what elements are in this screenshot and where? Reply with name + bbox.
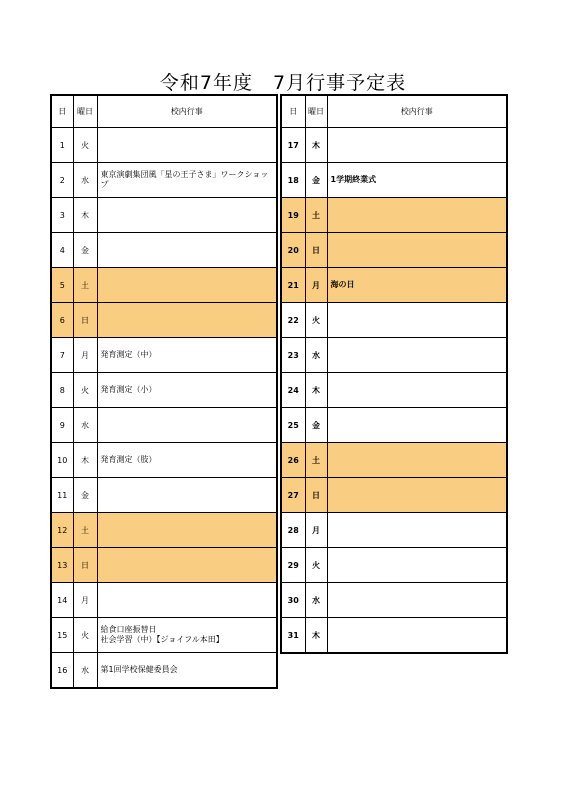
event-cell	[327, 128, 507, 163]
day-cell: 6	[51, 303, 73, 338]
event-cell: 1学期終業式	[327, 163, 507, 198]
event-cell	[327, 513, 507, 548]
day-cell: 24	[281, 373, 305, 408]
day-cell: 18	[281, 163, 305, 198]
weekday-cell: 月	[305, 268, 327, 303]
day-cell: 25	[281, 408, 305, 443]
weekday-cell: 木	[73, 443, 97, 478]
event-cell: 海の日	[327, 268, 507, 303]
event-cell	[97, 268, 277, 303]
event-cell	[97, 583, 277, 618]
calendar-row	[281, 233, 507, 268]
calendar-row	[51, 513, 277, 548]
calendar-row	[281, 408, 507, 443]
event-cell	[327, 233, 507, 268]
event-cell	[97, 303, 277, 338]
weekday-cell: 日	[305, 233, 327, 268]
header-day: 日	[281, 95, 305, 128]
day-cell: 15	[51, 618, 73, 653]
calendar-row	[51, 478, 277, 513]
day-cell: 16	[51, 653, 73, 689]
calendar-row	[51, 408, 277, 443]
day-cell: 21	[281, 268, 305, 303]
calendar-row	[51, 548, 277, 583]
calendar-row	[51, 268, 277, 303]
header-weekday: 曜日	[305, 95, 327, 128]
event-cell	[97, 513, 277, 548]
weekday-cell: 日	[305, 478, 327, 513]
calendar-row	[281, 583, 507, 618]
header-events: 校内行事	[97, 95, 277, 128]
calendar-row	[51, 338, 277, 373]
day-cell: 17	[281, 128, 305, 163]
weekday-cell: 土	[305, 198, 327, 233]
weekday-cell: 土	[73, 513, 97, 548]
calendar-row	[51, 443, 277, 478]
weekday-cell: 火	[305, 303, 327, 338]
day-cell: 3	[51, 198, 73, 233]
event-cell	[97, 233, 277, 268]
event-cell	[327, 373, 507, 408]
weekday-cell: 日	[73, 548, 97, 583]
day-cell: 29	[281, 548, 305, 583]
header-day: 日	[51, 95, 73, 128]
weekday-cell: 金	[73, 233, 97, 268]
weekday-cell: 日	[73, 303, 97, 338]
weekday-cell: 木	[305, 128, 327, 163]
event-cell	[97, 548, 277, 583]
calendar-table-left	[50, 94, 278, 689]
day-cell: 7	[51, 338, 73, 373]
calendar-row	[51, 198, 277, 233]
event-cell: 発育測定（中）	[97, 338, 277, 373]
day-cell: 28	[281, 513, 305, 548]
event-cell: 発育測定（肢）	[97, 443, 277, 478]
day-cell: 30	[281, 583, 305, 618]
calendar-row	[281, 548, 507, 583]
day-cell: 22	[281, 303, 305, 338]
header-weekday: 曜日	[73, 95, 97, 128]
day-cell: 13	[51, 548, 73, 583]
day-cell: 1	[51, 128, 73, 163]
weekday-cell: 月	[73, 338, 97, 373]
day-cell: 11	[51, 478, 73, 513]
weekday-cell: 金	[73, 478, 97, 513]
calendar-row	[51, 163, 277, 198]
weekday-cell: 水	[305, 338, 327, 373]
weekday-cell: 火	[73, 618, 97, 653]
event-cell	[97, 408, 277, 443]
weekday-cell: 水	[305, 583, 327, 618]
day-cell: 31	[281, 618, 305, 654]
weekday-cell: 水	[73, 408, 97, 443]
calendar-row	[281, 303, 507, 338]
weekday-cell: 木	[73, 198, 97, 233]
weekday-cell: 火	[73, 128, 97, 163]
calendar-row	[281, 268, 507, 303]
calendar-row	[51, 653, 277, 689]
calendar-row	[51, 618, 277, 653]
day-cell: 10	[51, 443, 73, 478]
calendar-row	[281, 373, 507, 408]
day-cell: 5	[51, 268, 73, 303]
day-cell: 19	[281, 198, 305, 233]
calendar-row	[51, 373, 277, 408]
calendar-row	[281, 338, 507, 373]
day-cell: 20	[281, 233, 305, 268]
header-events: 校内行事	[327, 95, 507, 128]
calendar-row	[51, 303, 277, 338]
day-cell: 27	[281, 478, 305, 513]
event-cell	[327, 443, 507, 478]
event-cell: 第1回学校保健委員会	[97, 653, 277, 689]
calendar-row	[51, 583, 277, 618]
calendar-row	[51, 128, 277, 163]
weekday-cell: 土	[305, 443, 327, 478]
weekday-cell: 木	[305, 618, 327, 654]
header-row	[281, 95, 507, 128]
day-cell: 9	[51, 408, 73, 443]
weekday-cell: 月	[73, 583, 97, 618]
event-cell	[97, 128, 277, 163]
day-cell: 2	[51, 163, 73, 198]
event-cell	[327, 303, 507, 338]
event-cell	[97, 478, 277, 513]
weekday-cell: 水	[73, 163, 97, 198]
event-cell	[327, 548, 507, 583]
event-cell	[97, 198, 277, 233]
day-cell: 8	[51, 373, 73, 408]
calendar-row	[281, 128, 507, 163]
event-cell	[327, 583, 507, 618]
calendar-row	[281, 443, 507, 478]
event-cell: 給食口座振替日 社会学習（中）【ジョイフル本田】	[97, 618, 277, 653]
weekday-cell: 水	[73, 653, 97, 689]
event-cell	[327, 338, 507, 373]
header-row	[51, 95, 277, 128]
event-cell	[327, 618, 507, 654]
weekday-cell: 月	[305, 513, 327, 548]
day-cell: 14	[51, 583, 73, 618]
event-cell	[327, 408, 507, 443]
weekday-cell: 火	[73, 373, 97, 408]
event-cell: 発育測定（小）	[97, 373, 277, 408]
event-cell	[327, 198, 507, 233]
calendar-row	[51, 233, 277, 268]
weekday-cell: 火	[305, 548, 327, 583]
day-cell: 12	[51, 513, 73, 548]
day-cell: 23	[281, 338, 305, 373]
page-title: 令和7年度 7月行事予定表	[159, 72, 407, 94]
calendar-row	[281, 198, 507, 233]
calendar-row	[281, 618, 507, 654]
day-cell: 4	[51, 233, 73, 268]
calendar-row	[281, 513, 507, 548]
calendar-row	[281, 478, 507, 513]
weekday-cell: 土	[73, 268, 97, 303]
weekday-cell: 金	[305, 408, 327, 443]
calendar-row	[281, 163, 507, 198]
weekday-cell: 木	[305, 373, 327, 408]
weekday-cell: 金	[305, 163, 327, 198]
day-cell: 26	[281, 443, 305, 478]
calendar-table-right	[280, 94, 508, 654]
event-cell	[327, 478, 507, 513]
event-cell: 東京演劇集団風「星の王子さま」ワークショップ	[97, 163, 277, 198]
